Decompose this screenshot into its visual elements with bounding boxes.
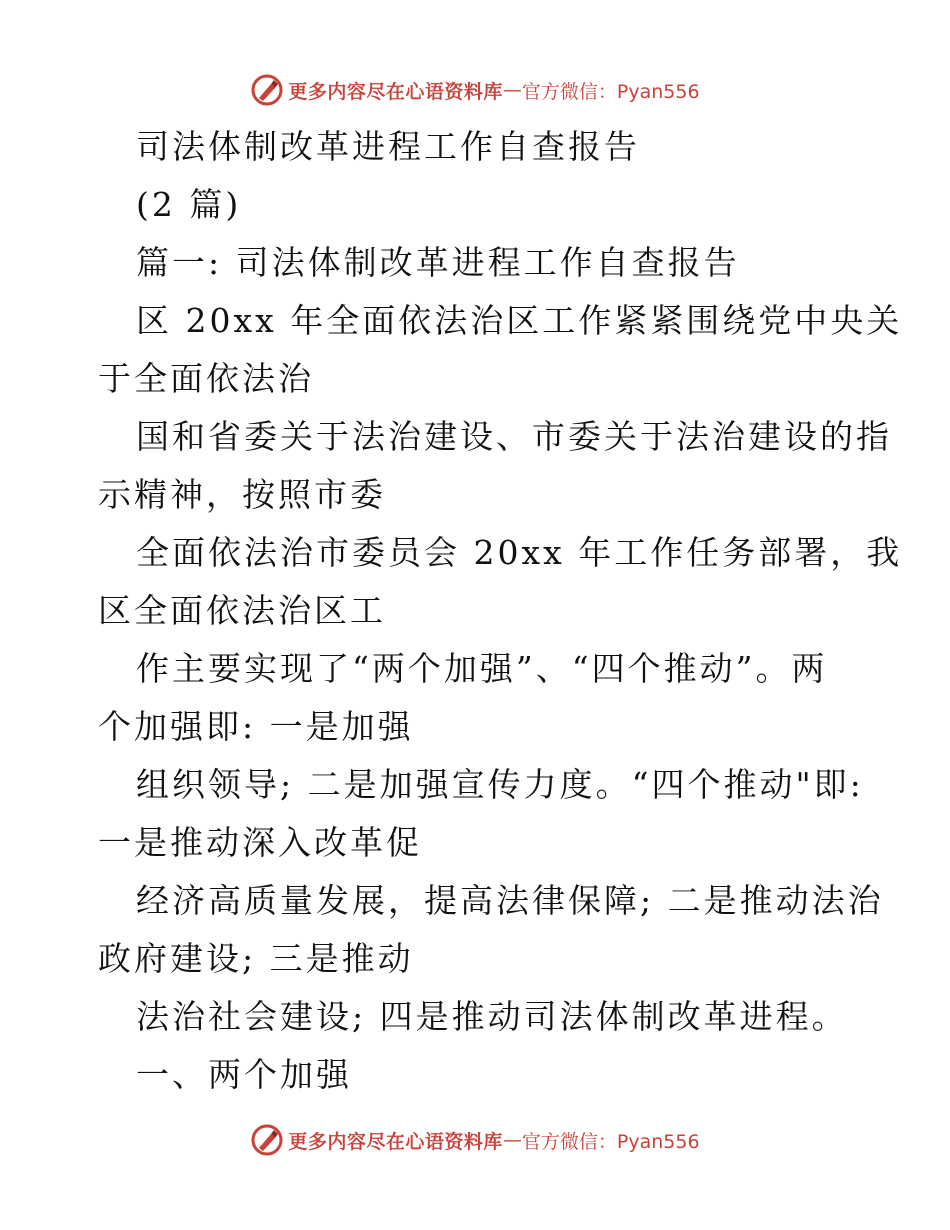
document-body bbox=[98, 118, 903, 1104]
pen-logo-icon bbox=[250, 73, 284, 107]
watermark-wechat: 官方微信：Pyan556 bbox=[521, 80, 700, 103]
pen-logo-icon bbox=[250, 1123, 284, 1157]
watermark-header bbox=[0, 70, 950, 110]
text-line: 一是推动深入改革促 bbox=[98, 823, 422, 862]
text-line: 区全面依法治区工 bbox=[98, 591, 386, 630]
watermark-brand: 更多内容尽在心语资料库 bbox=[288, 80, 503, 103]
text-line: 个加强即: 一是加强 bbox=[98, 707, 414, 746]
text-line: 经济高质量发展，提高法律保障; 二是推动法治 bbox=[136, 881, 884, 920]
text-line: 一、两个加强 bbox=[136, 1055, 352, 1094]
text-line: 于全面依法治 bbox=[98, 359, 314, 398]
text-line: 国和省委关于法治建设、市委关于法治建设的指 bbox=[136, 417, 892, 456]
watermark-brand: 更多内容尽在心语资料库 bbox=[288, 1130, 503, 1153]
text-line: 法治社会建设; 四是推动司法体制改革进程。 bbox=[136, 997, 848, 1036]
text-line: 作主要实现了“两个加强”、“四个推动”。两 bbox=[136, 649, 828, 688]
text-line: 组织领导; 二是加强宣传力度。“四个推动"即: bbox=[136, 765, 864, 804]
watermark-dash: — bbox=[502, 79, 522, 101]
watermark-footer bbox=[0, 1120, 950, 1160]
text-line: 政府建设; 三是推动 bbox=[98, 939, 414, 978]
text-line: 示精神，按照市委 bbox=[98, 475, 386, 514]
text-line: 司法体制改革进程工作自查报告 bbox=[136, 127, 640, 166]
text-line: (2 篇) bbox=[136, 185, 242, 224]
watermark-dash: — bbox=[502, 1129, 522, 1151]
text-line: 全面依法治市委员会 20xx 年工作任务部署，我 bbox=[136, 533, 903, 572]
watermark-wechat: 官方微信：Pyan556 bbox=[521, 1130, 700, 1153]
text-line: 篇一: 司法体制改革进程工作自查报告 bbox=[136, 243, 740, 282]
text-line: 区 20xx 年全面依法治区工作紧紧围绕党中央关 bbox=[136, 301, 903, 340]
